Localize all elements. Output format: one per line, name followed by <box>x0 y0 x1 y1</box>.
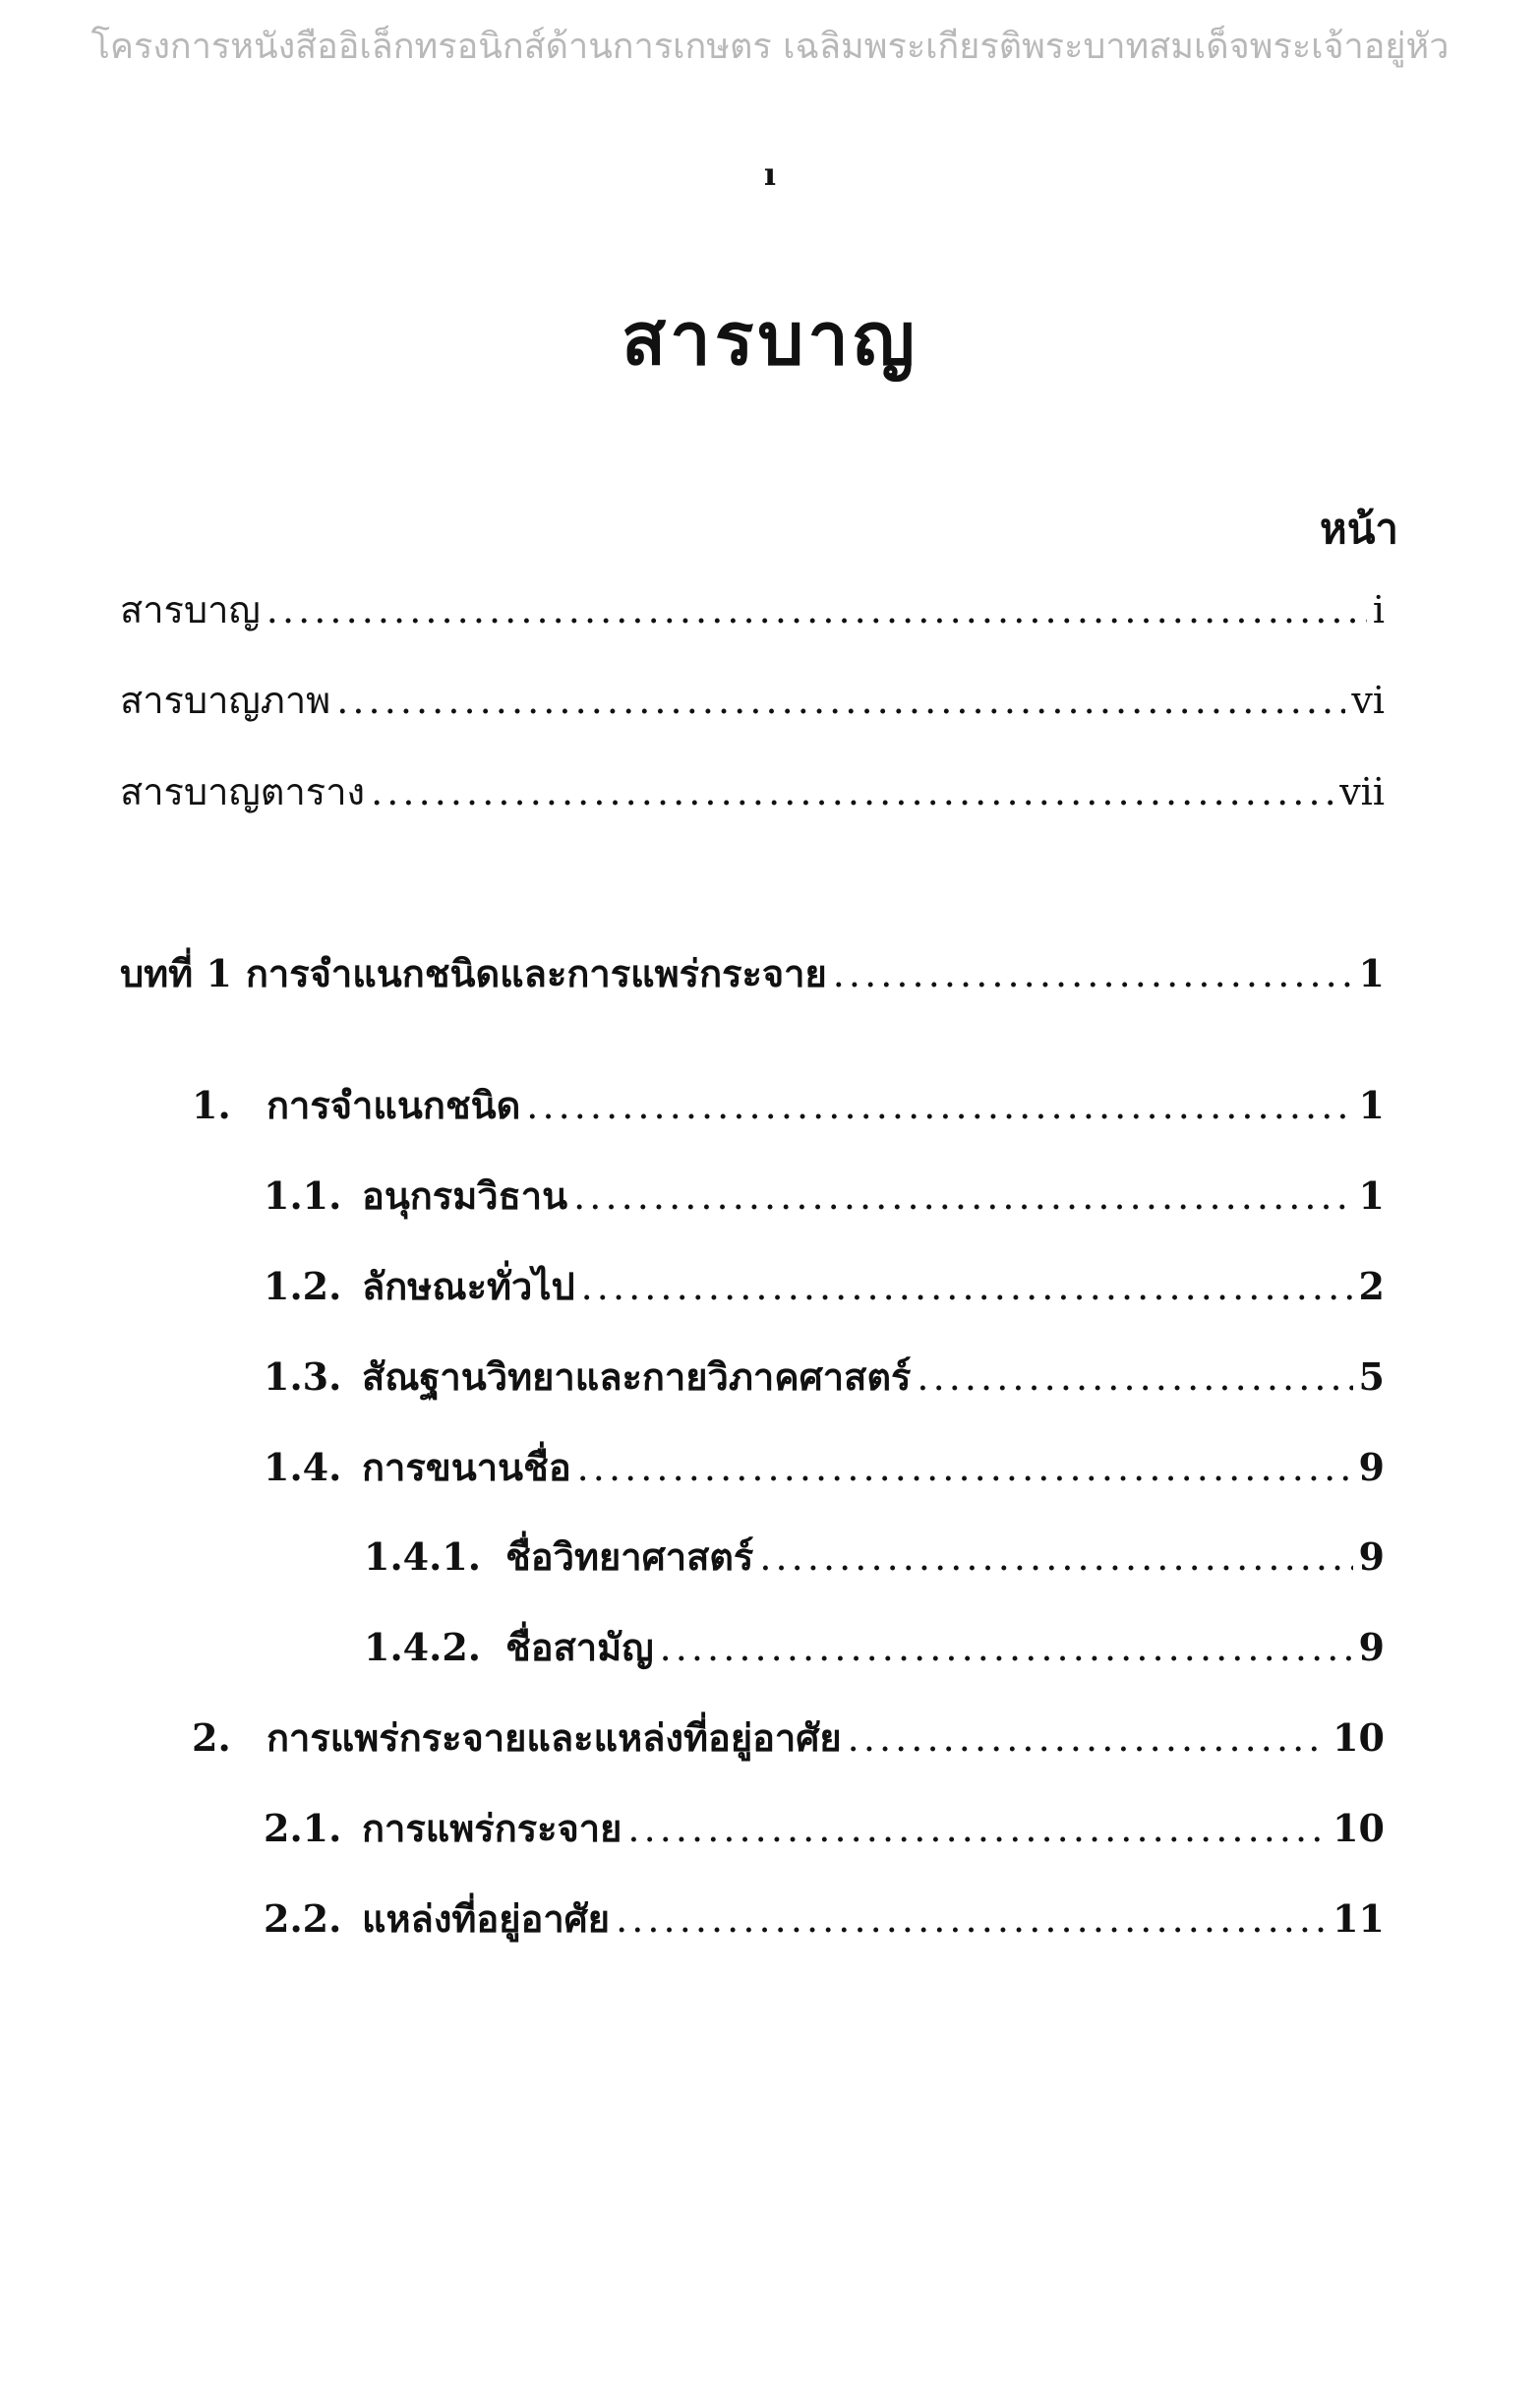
toc-row-subsection[interactable] <box>264 1348 1385 1407</box>
dot-leader <box>917 1348 1352 1407</box>
toc-row-subsection[interactable] <box>264 1890 1385 1949</box>
toc-row-subsubsection[interactable] <box>364 1618 1385 1677</box>
toc-row-front[interactable] <box>120 671 1385 730</box>
toc-label: สัณฐานวิทยาและกายวิภาคศาสตร์ <box>362 1354 912 1399</box>
toc-page: 5 <box>1358 1354 1385 1399</box>
section-number: 1.4. <box>264 1445 342 1489</box>
page-header: โครงการหนังสืออิเล็กทรอนิกส์ด้านการเกษตร เฉลิมพระเกียรติพระบาทสมเด็จพระเจ้าอยู่หัว <box>90 27 1450 67</box>
toc-page: 9 <box>1358 1445 1385 1489</box>
toc-row-subsection[interactable] <box>264 1799 1385 1858</box>
toc-row-subsection[interactable] <box>264 1257 1385 1316</box>
section-number: 1.3. <box>264 1354 342 1399</box>
section-number: 2.1. <box>264 1806 342 1850</box>
section-number: 2. <box>192 1715 231 1760</box>
toc-label: สารบาญ <box>120 588 261 631</box>
section-number: 2.2. <box>264 1896 342 1941</box>
page-title: สารบาญ <box>621 297 919 382</box>
dot-leader <box>759 1528 1352 1587</box>
toc-row-front[interactable] <box>120 580 1385 639</box>
toc-row-front[interactable] <box>120 762 1385 821</box>
section-number: 1. <box>192 1083 231 1127</box>
toc-page: 1 <box>1358 951 1385 995</box>
dot-leader <box>616 1890 1327 1949</box>
dot-leader <box>371 762 1333 821</box>
toc-page: 10 <box>1333 1806 1385 1850</box>
toc-row-subsubsection[interactable] <box>364 1528 1385 1587</box>
toc-page: 9 <box>1358 1625 1385 1669</box>
dot-leader <box>573 1167 1352 1226</box>
toc-page: 10 <box>1333 1715 1385 1760</box>
toc-page: 2 <box>1358 1264 1385 1308</box>
page-number: ı <box>763 155 777 193</box>
section-number: 1.4.1. <box>364 1534 482 1579</box>
toc-label: การแพร่กระจายและแหล่งที่อยู่อาศัย <box>267 1715 842 1760</box>
toc-row-section[interactable] <box>192 1709 1385 1768</box>
toc-row-chapter[interactable] <box>120 944 1385 1003</box>
toc-label: การแพร่กระจาย <box>362 1806 622 1850</box>
chapter-label: การจำแนกชนิดและการแพร่กระจาย <box>245 951 827 995</box>
toc-label: แหล่งที่อยู่อาศัย <box>362 1896 611 1941</box>
toc-page: 1 <box>1358 1083 1385 1127</box>
toc-label: ชื่อสามัญ <box>505 1625 654 1669</box>
toc-page: 11 <box>1333 1896 1385 1941</box>
toc-page: i <box>1372 588 1385 631</box>
toc-page: 9 <box>1358 1534 1385 1579</box>
dot-leader <box>581 1257 1353 1316</box>
toc-label: ชื่อวิทยาศาสตร์ <box>505 1534 754 1579</box>
section-number: 1.1. <box>264 1173 342 1218</box>
dot-leader <box>848 1709 1327 1768</box>
toc-label: การจำแนกชนิด <box>267 1083 521 1127</box>
toc-page: 1 <box>1358 1173 1385 1218</box>
toc-row-subsection[interactable] <box>264 1167 1385 1226</box>
dot-leader <box>577 1438 1353 1497</box>
toc-label: สารบาญตาราง <box>120 770 366 813</box>
dot-leader <box>267 580 1367 639</box>
dot-leader <box>336 671 1345 730</box>
chapter-prefix: บทที่ 1 <box>120 951 232 995</box>
toc-page: vi <box>1351 679 1385 722</box>
toc-label: ลักษณะทั่วไป <box>362 1264 575 1308</box>
dot-leader <box>627 1799 1327 1858</box>
dot-leader <box>660 1618 1353 1677</box>
dot-leader <box>526 1076 1352 1135</box>
page-column-heading: หน้า <box>1320 505 1398 553</box>
toc-page: vii <box>1339 770 1385 813</box>
section-number: 1.4.2. <box>364 1625 482 1669</box>
section-number: 1.2. <box>264 1264 342 1308</box>
toc-row-section[interactable] <box>192 1076 1385 1135</box>
dot-leader <box>833 944 1353 1003</box>
toc-row-subsection[interactable] <box>264 1438 1385 1497</box>
toc-label: อนุกรมวิธาน <box>362 1173 568 1218</box>
toc-label: สารบาญภาพ <box>120 679 331 722</box>
toc-label: การขนานชื่อ <box>362 1445 571 1489</box>
